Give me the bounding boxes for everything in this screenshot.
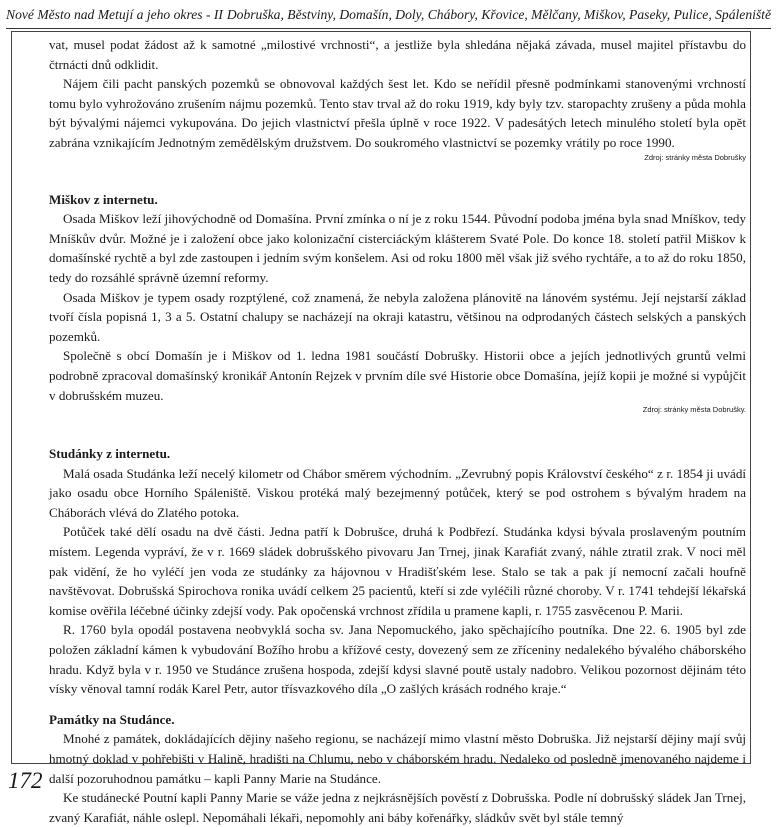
running-header [6, 4, 771, 26]
miskov-heading: Miškov z internetu. [49, 191, 158, 207]
pamatky-paragraph-2: Ke studánecké Poutní kapli Panny Marie se váže jedna z nejkrásnějších pověstí z Dobrušska. Podle ní dobrušský sládek Jan Trnej, zvaný Karafiát, náhle oslepl. Nepomáhali lékaři, nepomohly ani báby kořenářky, sládkův svět byl stále temný [49, 790, 746, 825]
studanky-paragraph-2: Potůček také dělí osadu na dvě části. Jedna patří k Dobrušce, druhá k Podbřezí. Studánka kdysi bývala proslaveným poutním místem. Legenda vypráví, že v r. 1669 sládek dobrušského pivovaru Jan Trnej, jinak Karafiát zvaný, náhle ztratil zrak. V noci měl pak vidění, že ho vyléčí jen voda ze studánky za hájovnou v Hradišťském lese. Stalo se tak a pak jí nemocní začali houfně navštěvovat. Dobrušská Spirochova ronika uvádí celkem 25 pacientů, kteří si zde vyléčili různé choroby. V r. 1741 tehdejší lékařská komise ověřila léčebné účinky zdejší vody. Pak opočenská vrchnost zřídila u pramene kapli, r. 1755 zasvěcenou P. Marii. [49, 524, 746, 618]
studanky-paragraph-1: Malá osada Studánka leží necelý kilometr od Chábor směrem východním. „Zevrubný popis Království českého“ z r. 1854 ji uvádí jako osadu obce Horního Spáleniště. Viskou protéká malý bezejmenný potůček, který se pod ostrohem s bývalým hradem na Cháborách vlévá do Zlatého potoka. [49, 465, 746, 520]
header-chapter-places: Dobruška, Běstviny, Domašín, Doly, Chábory, Křovice, Mělčany, Miškov, Paseky, Pulice, Spáleniště [226, 7, 771, 22]
intro-source-note: Zdroj: stránky města Dobrušky [644, 152, 746, 162]
pamatky-heading: Památky na Studánce. [49, 711, 175, 727]
intro-section [49, 35, 746, 163]
miskov-paragraph-2: Osada Miškov je typem osady rozptýlené, což znamená, že nebyla založena plánovitě na lánovém systému. Její nejstarší základ tvoří čísla popisná 1, 3 a 5. Ostatní chalupy se nacházejí na okraji katastru, většinou na odprodaných částech selských a panských pozemků. [49, 289, 746, 344]
header-book-title: Nové Město nad Metují a jeho okres - II [6, 7, 223, 22]
pamatky-section [49, 710, 746, 827]
section-spacer [49, 699, 746, 710]
intro-paragraph-1: vat, musel podat žádost až k samotné „milostivé vrchnosti“, a jestliže byla shledána nějaká závada, musel majitel přístavbu do čtrnácti dnů odklidit. [49, 37, 746, 72]
miskov-paragraph-1: Osada Miškov leží jihovýchodně od Domašína. První zmínka o ní je z roku 1544. Původní podoba jména byla snad Mníškov, tedy Mníškův dvůr. Možné je i založení obce jako kolonizační cisterciáckým klášterem Svaté Pole. Do konce 18. století patřil Miškov k domašínské rychtě a byl zde zastoupen i jedním svým konšelem. Asi od roku 1800 měl však již svého rychtáře, a to až do roku 1850, tedy do rozsáhlé správně územní reformy. [49, 211, 746, 285]
studanky-heading: Studánky z internetu. [49, 446, 171, 462]
pamatky-paragraph-1: Mnohé z památek, dokládajících dějiny našeho regionu, se nacházejí mimo vlastní město Dobruška. Již nejstarší dějiny mají svůj hmotný doklad v pohřebišti v Halině, hradišti na Chlumu, nebo v cháborském hradu. Nedaleko od posledně jmenovaného najdeme i další pozoruhodnou památku – kapli Panny Marie na Studánce. [49, 731, 746, 786]
studanky-paragraph-3: R. 1760 byla opodál postavena neobvyklá socha sv. Jana Nepomuckého, jako spěchajícího poutníka. Dne 22. 6. 1905 byl zde položen základní kámen k vybudování Božího hrobu a křížové cesty, dovezený sem ze zříceniny nedalekého bývalého cháborského hradu. Když byla v r. 1950 ve Studánce zrušena hospoda, zdejší kdysi slavné poutě ustaly nadobro. Velikou pozornost dějinám této vísky věnoval tamní rodák Karel Petr, autor třísvazkového díla „O zašlých krásách rodného kraje.“ [49, 622, 746, 697]
miskov-paragraph-3: Společně s obcí Domašín je i Miškov od 1. ledna 1981 součástí Dobrušky. Historii obce a jejích jednotlivých gruntů velmi podrobně zpracoval domašínský kronikář Antonín Rejzek v prvním díle své Historie obce Domašína, jejíž kopii je možné si vypůjčit v dobrušském muzeu. [49, 348, 746, 403]
page-number: 172 [8, 768, 43, 793]
section-spacer [49, 163, 746, 190]
miskov-section [49, 190, 746, 416]
miskov-source-note: Zdroj: stránky města Dobrušky. [642, 405, 746, 415]
intro-paragraph-2: Nájem čili pacht panských pozemků se obnovoval každých šest let. Kdo se neřídil přesně podmínkami stanovenými vrchností tomu bylo vyhrožováno zrušením nájmu pozemků. Tento stav trval až do roku 1919, kdy byly tzv. staropachty zrušeny a půda mohla být bývalými nájemci vykupována. Do jejich vlastnictví přešla úplně v roce 1922. V padesátých letech minulého století byla opět zabrána vznikajícím Jednotným zemědělským družstvem. Do soukromého vlastnictví se pozemky vrátily po roce 1990. [49, 76, 746, 150]
section-spacer [49, 415, 746, 444]
studanky-section [49, 444, 746, 699]
header-rule [6, 28, 771, 29]
page-body [12, 35, 746, 827]
